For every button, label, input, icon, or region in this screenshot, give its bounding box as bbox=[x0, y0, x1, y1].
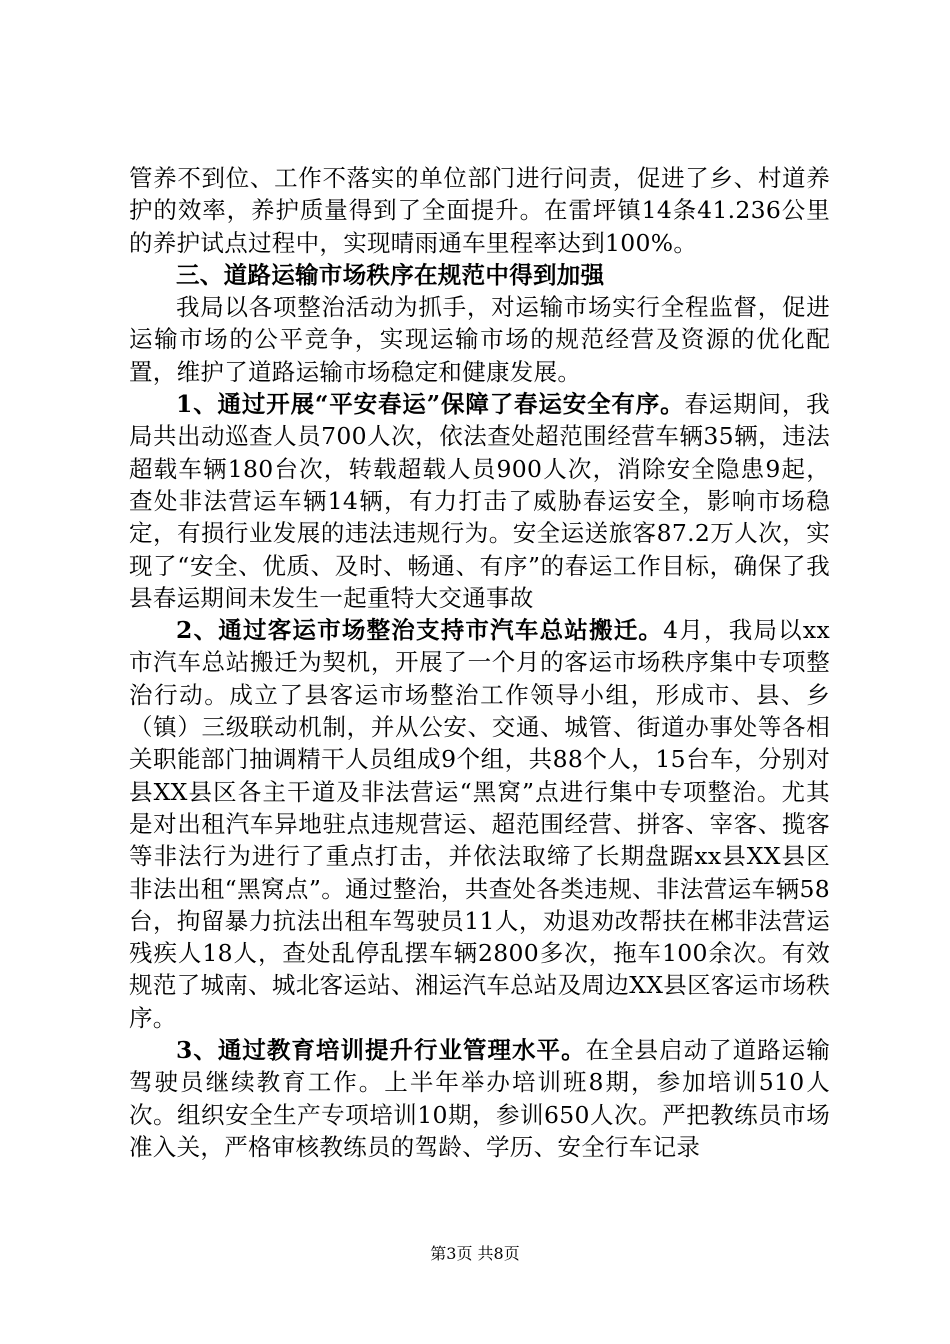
section-heading-text: 三、道路运输市场秩序在规范中得到加强 bbox=[176, 260, 605, 289]
paragraph-text: 春运期间，我局共出动巡查人员700人次，依法查处超范围经营车辆35辆，违法超载车辆180台次，转载超载人员900人次，消除安全隐患9起，查处非法营运车辆14辆，有力打击了威胁春运安全，影响市场稳定，有损行业发展的违法违规行为。安全运送旅客87.2万人次，实现了“安全、优质、及时、畅通、有序”的春运工作目标，确保了我县春运期间未发生一起重特大交通事故 bbox=[129, 390, 830, 612]
paragraph-continuation bbox=[129, 162, 830, 259]
page-footer bbox=[0, 1244, 950, 1264]
paragraph-text: 在全县启动了道路运输驾驶员继续教育工作。上半年举办培训班8期，参加培训510人次。组织安全生产专项培训10期，参训650人次。严把教练员市场准入关，严格审核教练员的驾龄、学历、安全行车记录 bbox=[129, 1036, 830, 1161]
paragraph-text: 管养不到位、工作不落实的单位部门进行问责，促进了乡、村道养护的效率，养护质量得到了全面提升。在雷坪镇14条41.236公里的养护试点过程中，实现晴雨通车里程率达到100%。 bbox=[129, 164, 830, 257]
paragraph-lead: 1、通过开展“平安春运”保障了春运安全有序。 bbox=[176, 390, 685, 419]
paragraph-text: 4月，我局以xx市汽车总站搬迁为契机，开展了一个月的客运市场秩序集中专项整治行动。成立了县客运市场整治工作领导小组，形成市、县、乡（镇）三级联动机制，并从公安、交通、城管、街道办事处等各相关职能部门抽调精干人员组成9个组，共88个人，15台车，分别对县XX县区各主干道及非法营运“黑窝”点进行集中专项整治。尤其是对出租汽车异地驻点违规营运、超范围经营、拼客、宰客、揽客等非法行为进行了重点打击，并依法取缔了长期盘踞xx县XX县区非法出租“黑窝点”。通过整治，共查处各类违规、非法营运车辆58台，拘留暴力抗法出租车驾驶员11人，劝退劝改帮扶在郴非法营运残疾人18人，查处乱停乱摆车辆2800多次，拖车100余次。有效规范了城南、城北客运站、湘运汽车总站及周边XX县区客运市场秩序。 bbox=[129, 616, 831, 1032]
paragraph-item-1 bbox=[129, 388, 830, 614]
paragraph-lead: 2、通过客运市场整治支持市汽车总站搬迁。 bbox=[176, 616, 664, 645]
paragraph-item-3 bbox=[129, 1034, 830, 1163]
paragraph-intro bbox=[129, 291, 830, 388]
paragraph-lead: 3、通过教育培训提升行业管理水平。 bbox=[176, 1036, 586, 1065]
document-body bbox=[129, 162, 830, 1163]
paragraph-item-2 bbox=[129, 614, 830, 1034]
page-number: 第3页 共8页 bbox=[430, 1244, 520, 1263]
section-heading bbox=[129, 259, 830, 291]
paragraph-text: 我局以各项整治活动为抓手，对运输市场实行全程监督，促进运输市场的公平竞争，实现运输市场的规范经营及资源的优化配置，维护了道路运输市场稳定和健康发展。 bbox=[129, 293, 830, 386]
